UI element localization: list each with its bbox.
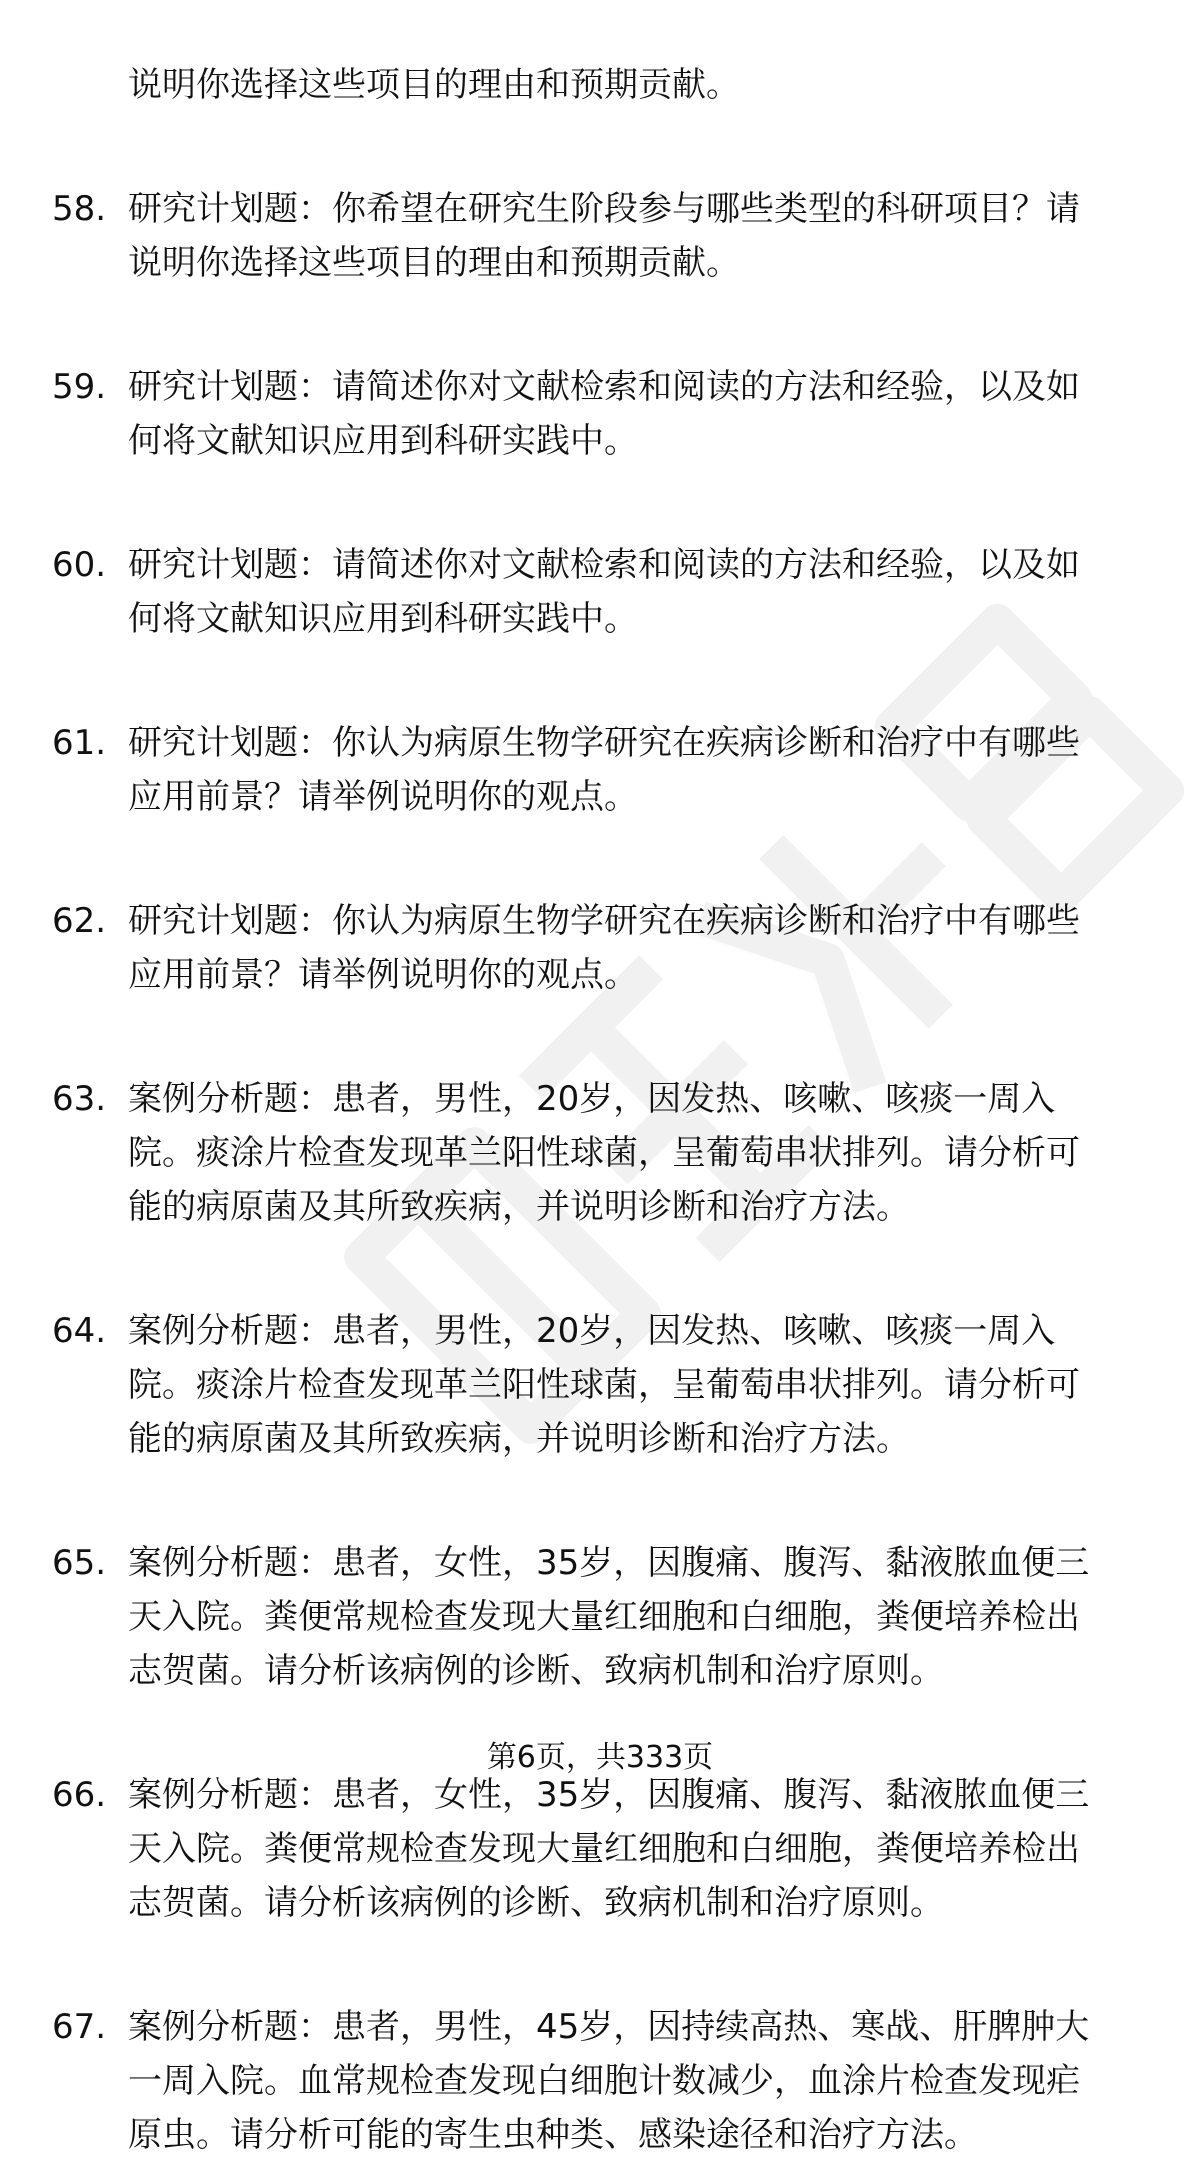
question-text-line: 研究计划题：请简述你对文献检索和阅读的方法和经验，以及如 <box>128 367 1080 407</box>
question-text-line: 应用前景？请举例说明你的观点。 <box>128 955 638 995</box>
question-text-line: 何将文献知识应用到科研实践中。 <box>128 599 638 639</box>
question-text <box>128 1536 1152 1698</box>
question-item <box>52 182 1148 290</box>
question-text-line: 研究计划题：你认为病原生物学研究在疾病诊断和治疗中有哪些 <box>128 723 1080 763</box>
question-text-line: 应用前景？请举例说明你的观点。 <box>128 777 638 817</box>
question-text-line: 说明你选择这些项目的理由和预期贡献。 <box>128 243 740 283</box>
question-item <box>52 538 1148 646</box>
question-number: 65. <box>52 1543 107 1583</box>
question-item <box>52 2000 1148 2162</box>
question-text <box>128 1304 1152 1466</box>
question-number: 63. <box>52 1079 107 1119</box>
page-indicator: 第6页，共333页 <box>486 1740 714 1775</box>
question-text-line: 院。痰涂片检查发现革兰阳性球菌，呈葡萄串状排列。请分析可 <box>128 1365 1080 1405</box>
question-number: 62. <box>52 901 107 941</box>
question-text-line: 一周入院。血常规检查发现白细胞计数减少，血涂片检查发现疟 <box>128 2061 1080 2101</box>
question-text-line: 案例分析题：患者，男性，20岁，因发热、咳嗽、咳痰一周入 <box>128 1311 1056 1351</box>
question-text-line: 案例分析题：患者，男性，20岁，因发热、咳嗽、咳痰一周入 <box>128 1079 1056 1119</box>
question-item <box>52 360 1148 468</box>
question-text-line: 能的病原菌及其所致疾病，并说明诊断和治疗方法。 <box>128 1187 910 1227</box>
question-number: 58. <box>52 189 107 229</box>
question-text-line: 案例分析题：患者，女性，35岁，因腹痛、腹泻、黏液脓血便三 <box>128 1775 1090 1815</box>
question-item <box>52 1072 1148 1234</box>
question-number: 64. <box>52 1311 107 1351</box>
question-text <box>128 716 1152 824</box>
question-item <box>52 716 1148 824</box>
question-text-line: 能的病原菌及其所致疾病，并说明诊断和治疗方法。 <box>128 1419 910 1459</box>
question-text-line: 研究计划题：请简述你对文献检索和阅读的方法和经验，以及如 <box>128 545 1080 585</box>
question-number: 67. <box>52 2007 107 2047</box>
question-text <box>128 894 1152 1002</box>
continued-question-text: 说明你选择这些项目的理由和预期贡献。 <box>128 65 740 105</box>
question-text <box>128 360 1152 468</box>
question-text <box>128 1768 1152 1930</box>
question-text <box>128 2000 1152 2162</box>
document-body <box>0 58 1200 2162</box>
question-text-line: 志贺菌。请分析该病例的诊断、致病机制和治疗原则。 <box>128 1883 944 1923</box>
question-item <box>52 1768 1148 1930</box>
question-text-line: 研究计划题：你希望在研究生阶段参与哪些类型的科研项目？请 <box>128 189 1080 229</box>
question-text-line: 天入院。粪便常规检查发现大量红细胞和白细胞，粪便培养检出 <box>128 1829 1080 1869</box>
question-item <box>52 894 1148 1002</box>
question-number: 66. <box>52 1775 107 1815</box>
question-text-line: 志贺菌。请分析该病例的诊断、致病机制和治疗原则。 <box>128 1651 944 1691</box>
question-number: 60. <box>52 545 107 585</box>
question-text <box>128 182 1152 290</box>
question-text-line: 院。痰涂片检查发现革兰阳性球菌，呈葡萄串状排列。请分析可 <box>128 1133 1080 1173</box>
question-text <box>128 538 1152 646</box>
question-item <box>52 1304 1148 1466</box>
question-text-line: 案例分析题：患者，女性，35岁，因腹痛、腹泻、黏液脓血便三 <box>128 1543 1090 1583</box>
question-number: 61. <box>52 723 107 763</box>
question-item <box>52 1536 1148 1698</box>
question-list <box>52 182 1148 2162</box>
question-text-line: 何将文献知识应用到科研实践中。 <box>128 421 638 461</box>
question-text-line: 案例分析题：患者，男性，45岁，因持续高热、寒战、肝脾肿大 <box>128 2007 1090 2047</box>
question-text-line: 天入院。粪便常规检查发现大量红细胞和白细胞，粪便培养检出 <box>128 1597 1080 1637</box>
question-number: 59. <box>52 367 107 407</box>
question-text-line: 研究计划题：你认为病原生物学研究在疾病诊断和治疗中有哪些 <box>128 901 1080 941</box>
question-text-line: 原虫。请分析可能的寄生虫种类、感染途径和治疗方法。 <box>128 2115 978 2155</box>
question-text <box>128 1072 1152 1234</box>
